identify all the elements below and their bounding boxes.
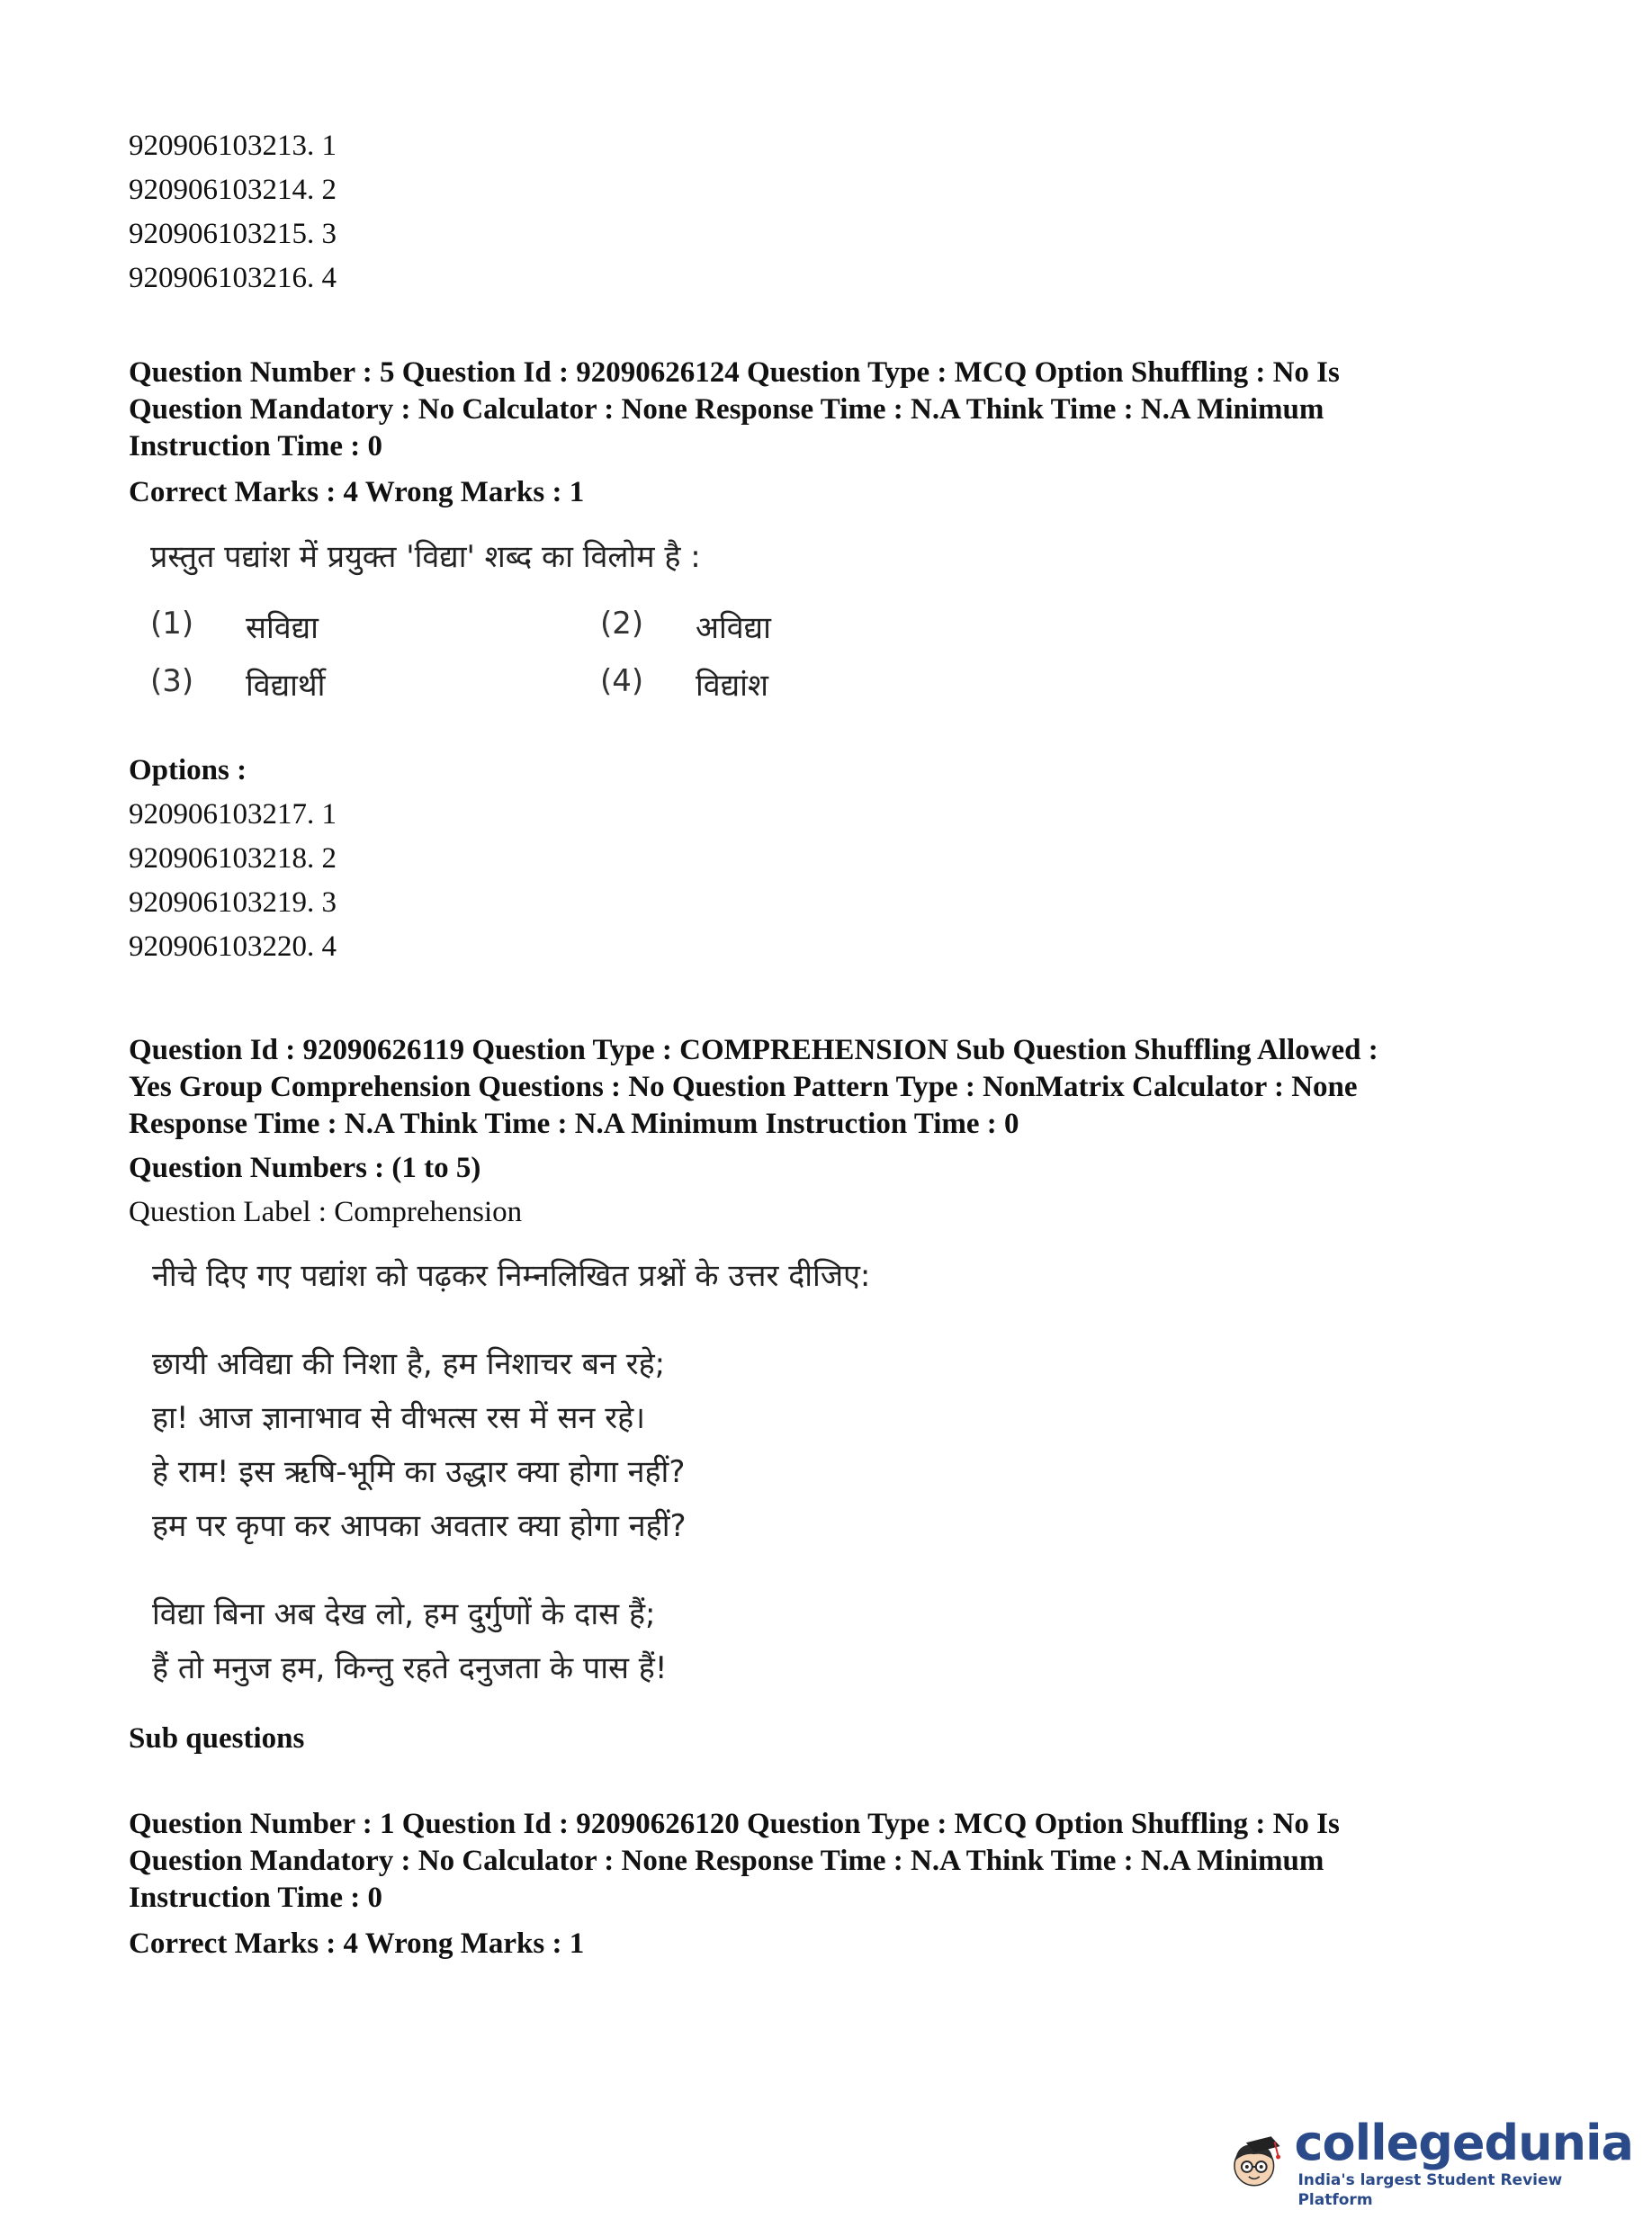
comprehension-meta: Question Id : 92090626119 Question Type : COMPREHENSION Sub Question Shuffling Allowed : Yes Group Comprehension Questions : No Question Pattern Type : NonMatrix Calculator : None Response Time : N.A Think Time : N.A Minimum Instruction Time : 0 bbox=[129, 1034, 1378, 1140]
option-id: 920906103213. 1 bbox=[129, 130, 337, 162]
question-label: Question Label : Comprehension bbox=[129, 1196, 523, 1228]
comprehension-passage bbox=[152, 1249, 1532, 1695]
question-5-block bbox=[129, 355, 1532, 969]
question-1-block bbox=[129, 1806, 1532, 1966]
options-label: Options : bbox=[129, 754, 247, 786]
poem-line: हे राम! इस ऋषि-भूमि का उद्धार क्या होगा नहीं? bbox=[152, 1454, 686, 1490]
option-id: 920906103217. 1 bbox=[129, 798, 337, 831]
question-numbers: Question Numbers : (1 to 5) bbox=[129, 1152, 481, 1184]
poem-line: हम पर कृपा कर आपका अवतार क्या होगा नहीं? bbox=[152, 1508, 687, 1544]
sub-questions-label: Sub questions bbox=[129, 1722, 305, 1755]
mascot-icon bbox=[1228, 2106, 1285, 2221]
option-id: 920906103214. 2 bbox=[129, 174, 337, 206]
poem-line: हा! आज ज्ञानाभाव से वीभत्स रस में सन रहे। bbox=[152, 1400, 646, 1436]
logo-name: collegedunia bbox=[1294, 2115, 1633, 2171]
question-meta: Question Number : 5 Question Id : 92090626124 Question Type : MCQ Option Shuffling : No Is Question Mandatory : No Calculator : None Response Time : N.A Think Time : N.A Minimum Instruction Time : 0 bbox=[129, 356, 1340, 463]
choice-3: (3) विद्यार्थी bbox=[150, 663, 326, 704]
document-page bbox=[129, 124, 1532, 1966]
poem-line: हैं तो मनुज हम, किन्तु रहते दनुजता के पास हैं! bbox=[152, 1650, 668, 1686]
passage-instruction: नीचे दिए गए पद्यांश को पढ़कर निम्नलिखित प्रश्नों के उत्तर दीजिए: bbox=[152, 1258, 871, 1294]
question-marks: Correct Marks : 4 Wrong Marks : 1 bbox=[129, 476, 585, 508]
choice-grid bbox=[150, 597, 1050, 713]
option-id: 920906103215. 3 bbox=[129, 218, 337, 250]
previous-options-list bbox=[129, 124, 1532, 301]
poem-line: विद्या बिना अब देख लो, हम दुर्गुणों के दास हैं; bbox=[152, 1596, 656, 1632]
poem-line: छायी अविद्या की निशा है, हम निशाचर बन रहे; bbox=[152, 1346, 666, 1382]
options-list bbox=[129, 793, 1532, 969]
choice-1: (1) सविद्या bbox=[150, 606, 319, 646]
option-id: 920906103219. 3 bbox=[129, 886, 337, 919]
question-meta: Question Number : 1 Question Id : 92090626120 Question Type : MCQ Option Shuffling : No Is Question Mandatory : No Calculator : None Response Time : N.A Think Time : N.A Minimum Instruction Time : 0 bbox=[129, 1808, 1340, 1914]
question-marks: Correct Marks : 4 Wrong Marks : 1 bbox=[129, 1927, 585, 1960]
choice-4: (4) विद्यांश bbox=[600, 663, 769, 704]
comprehension-block bbox=[129, 1032, 1532, 1761]
option-id: 920906103218. 2 bbox=[129, 842, 337, 875]
option-id: 920906103216. 4 bbox=[129, 262, 337, 294]
choice-2: (2) अविद्या bbox=[600, 606, 771, 646]
option-id: 920906103220. 4 bbox=[129, 930, 337, 963]
question-text: प्रस्तुत पद्यांश में प्रयुक्त 'विद्या' शब्द का विलोम है : bbox=[150, 539, 701, 575]
collegedunia-logo[interactable] bbox=[1228, 2106, 1633, 2221]
logo-tagline: India's largest Student Review Platform bbox=[1297, 2171, 1563, 2209]
